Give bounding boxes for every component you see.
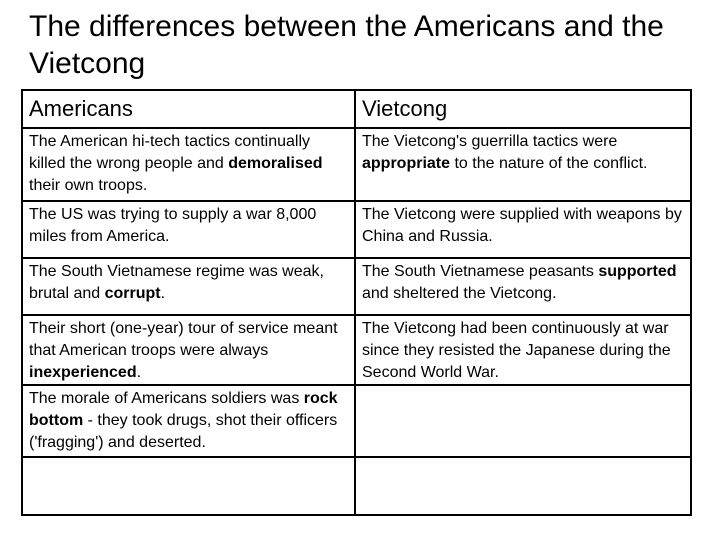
cell-emphasis: appropriate	[362, 155, 451, 172]
header-vietcong: Vietcong	[355, 90, 691, 128]
cell-text: their own troops.	[29, 177, 148, 194]
cell-emphasis: demoralised	[228, 155, 323, 172]
vietcong-cell	[355, 457, 691, 515]
vietcong-cell	[355, 201, 691, 258]
vietcong-cell	[355, 258, 691, 315]
cell-text: to the nature of the conflict.	[450, 155, 648, 172]
cell-text: The American hi-tech tactics continually killed the wrong people and	[29, 133, 311, 172]
table-header-row	[22, 90, 691, 128]
americans-cell	[22, 385, 355, 457]
table-row	[22, 201, 691, 258]
cell-text: The South Vietnamese regime was weak, brutal and	[29, 263, 324, 302]
americans-cell	[22, 457, 355, 515]
cell-text: The morale of Americans soldiers was	[29, 390, 304, 407]
vietcong-cell	[355, 128, 691, 201]
cell-text: The South Vietnamese peasants	[362, 263, 599, 280]
cell-emphasis: supported	[598, 263, 677, 280]
americans-cell	[22, 128, 355, 201]
cell-text: - they took drugs, shot their officers ('fragging') and deserted.	[29, 412, 338, 451]
table-row	[22, 258, 691, 315]
cell-emphasis: inexperienced	[29, 364, 137, 381]
table-row	[22, 457, 691, 515]
cell-text: The Vietcong's guerrilla tactics were	[362, 133, 618, 150]
header-americans: Americans	[22, 90, 355, 128]
vietcong-cell	[355, 385, 691, 457]
cell-text: .	[160, 285, 166, 302]
cell-text: Their short (one-year) tour of service meant that American troops were always	[29, 320, 338, 359]
cell-text: and sheltered the Vietcong.	[362, 285, 557, 302]
americans-cell	[22, 258, 355, 315]
table-row	[22, 385, 691, 457]
cell-emphasis: rock bottom	[29, 390, 338, 429]
page-title: The differences between the Americans and the Vietcong	[29, 10, 664, 80]
cell-text: The US was trying to supply a war 8,000 miles from America.	[29, 206, 317, 245]
cell-text: The Vietcong had been continuously at war since they resisted the Japanese during the Second World War.	[362, 320, 671, 381]
comparison-table	[21, 89, 692, 516]
table-row	[22, 315, 691, 385]
americans-cell	[22, 315, 355, 385]
cell-text: The Vietcong were supplied with weapons by China and Russia.	[362, 206, 682, 245]
americans-cell	[22, 201, 355, 258]
table-row	[22, 128, 691, 201]
cell-text: .	[136, 364, 142, 381]
vietcong-cell	[355, 315, 691, 385]
cell-emphasis: corrupt	[104, 285, 161, 302]
